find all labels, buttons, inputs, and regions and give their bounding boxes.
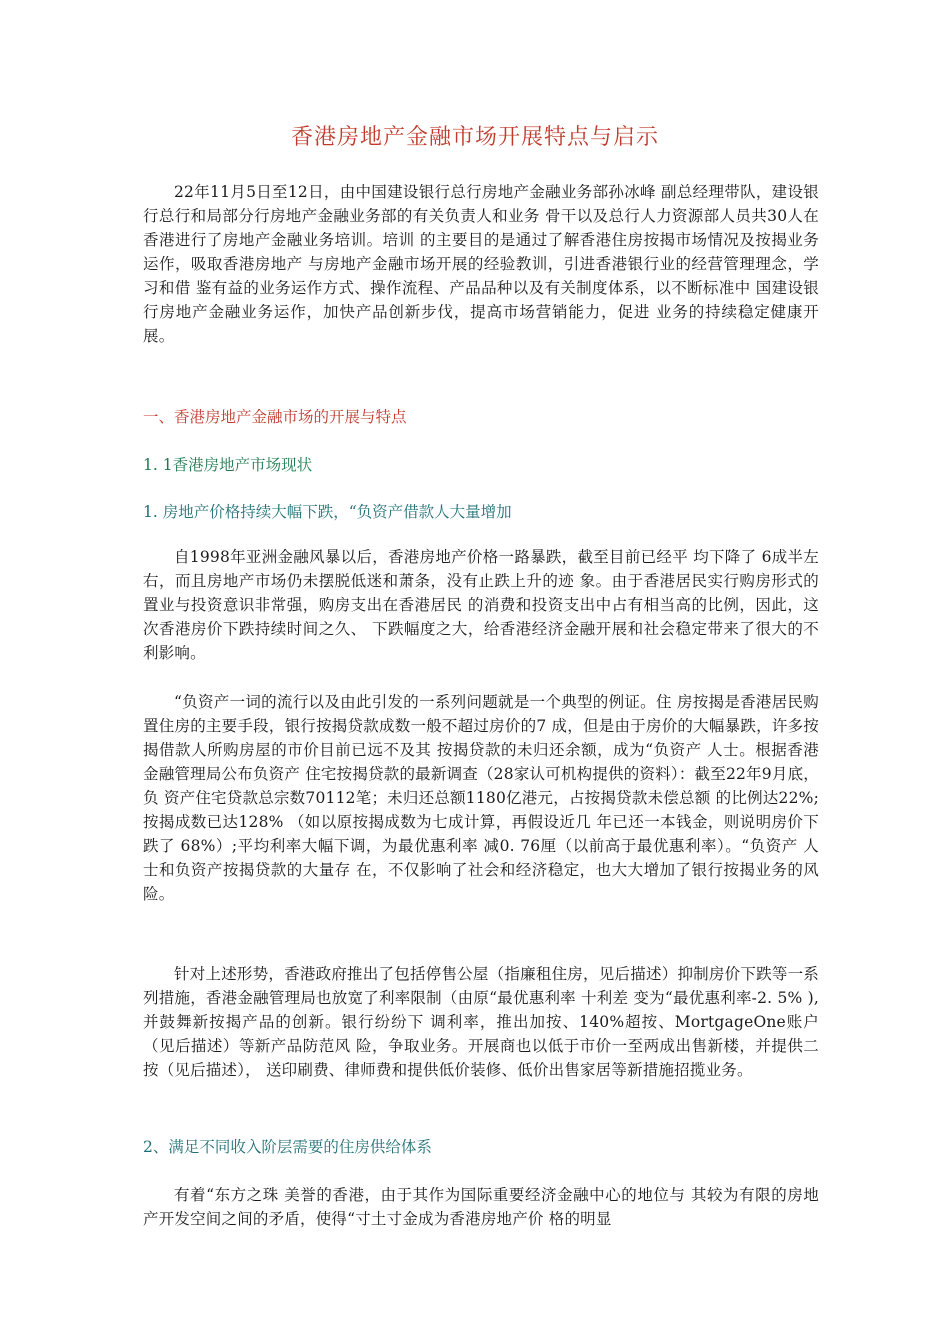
point-heading-2: 2、满足不同收入阶层需要的住房供给体系 <box>143 1138 432 1156</box>
intro-paragraph: 22年11月5日至12日，由中国建设银行总行房地产金融业务部孙冰峰 副总经理带队，建设银行总行和局部分行房地产金融业务部的有关负责人和业务 骨干以及总行人力资源部人员共30人在香港进行了房地产金融业务培训。培训 的主要目的是通过了解香港住房按揭市场情况及按揭业务运作，吸取香港房地产 与房地产金融市场开展的经验教训，引进香港银行业的经营管理理念，学习和借 鉴有益的业务运作方式、操作流程、产品品种以及有关制度体系，以不断标准中 国建设银行房地产金融业务运作，加快产品创新步伐，提高市场营销能力，促进 业务的持续稳定健康开展。 <box>143 183 819 345</box>
section-heading: 一、香港房地产金融市场的开展与特点 <box>143 408 407 426</box>
body-paragraph-3: 针对上述形势，香港政府推出了包括停售公屋（指廉租住房，见后描述）抑制房价下跌等一系列措施，香港金融管理局也放宽了利率限制（由原“最优惠利率 十利差 变为“最优惠利率-2. 5% ),并鼓舞新按揭产品的创新。银行纷纷下 调利率，推出加按、140%超按、MortgageOne账户（见后描述）等新产品防范风 险，争取业务。开展商也以低于市价一至两成出售新楼，并提供二按（见后描述）， 送印刷费、律师费和提供低价装修、低价出售家居等新措施招揽业务。 <box>143 965 819 1079</box>
body-paragraph-2: “负资产一词的流行以及由此引发的一系列问题就是一个典型的例证。住 房按揭是香港居民购置住房的主要手段，银行按揭贷款成数一般不超过房价的7 成，但是由于房价的大幅暴跌，许多按揭借款人所购房屋的市价目前已远不及其 按揭贷款的未归还余额，成为“负资产 人士。根据香港金融管理局公布负资产 住宅按揭贷款的最新调查（28家认可机构提供的资料）：截至22年9月底，负 资产住宅贷款总宗数70112笔；未归还总额1180亿港元，占按揭贷款未偿总额 的比例达22%;按揭成数已达128% （如以原按揭成数为七成计算，再假设近几 年已还一本钱金，则说明房价下跌了 68%）;平均利率大幅下调，为最优惠利率 减0. 76厘（以前高于最优惠利率）。“负资产 人士和负资产按揭贷款的大量存 在，不仅影响了社会和经济稳定，也大大增加了银行按揭业务的风险。 <box>143 693 819 903</box>
subsection-heading: 1. 1香港房地产市场现状 <box>143 456 313 474</box>
document-title: 香港房地产金融市场开展特点与启示 <box>290 125 659 150</box>
point-heading-1: 1. 房地产价格持续大幅下跌，“负资产借款人大量增加 <box>143 503 512 521</box>
body-paragraph-1: 自1998年亚洲金融风暴以后，香港房地产价格一路暴跌，截至目前已经平 均下降了 6成半左右，而且房地产市场仍未摆脱低迷和萧条，没有止跌上升的迹 象。由于香港居民实行购房形式的置业与投资意识非常强，购房支出在香港居民 的消费和投资支出中占有相当高的比例，因此，这次香港房价下跌持续时间之久、 下跌幅度之大，给香港经济金融开展和社会稳定带来了很大的不利影响。 <box>143 548 819 662</box>
body-paragraph-4: 有着“东方之珠 美誉的香港，由于其作为国际重要经济金融中心的地位与 其较为有限的房地产开发空间之间的矛盾，使得“寸土寸金成为香港房地产价 格的明显 <box>143 1186 819 1228</box>
